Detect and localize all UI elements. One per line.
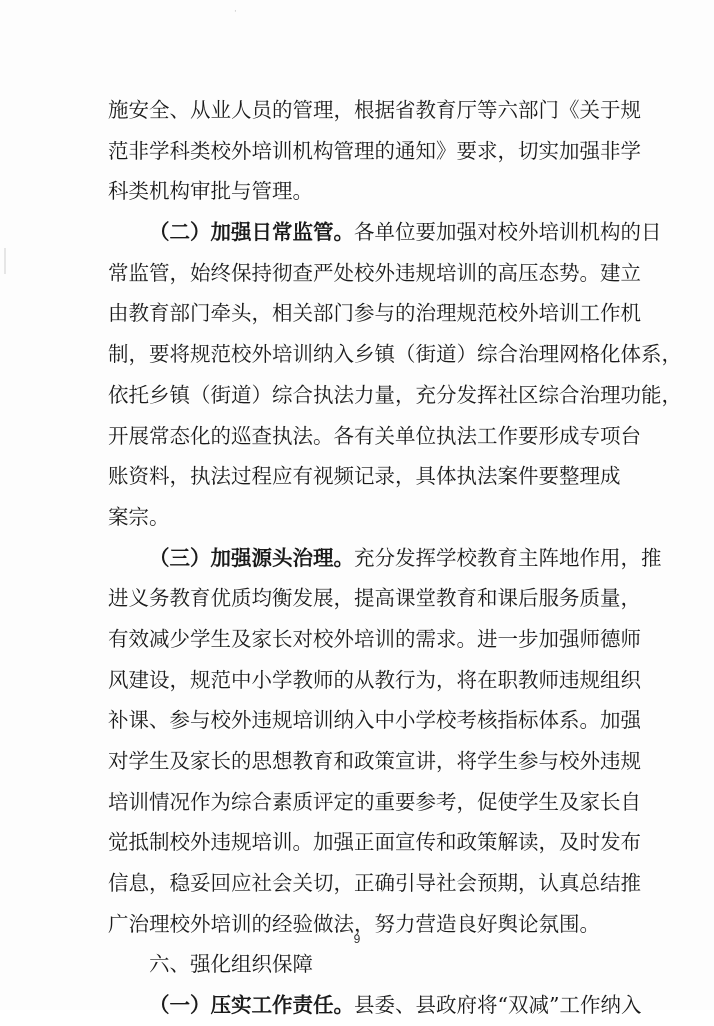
text-line xyxy=(108,253,641,294)
text-line xyxy=(108,497,628,538)
line-text: 各单位要加强对校外培训机构的日 xyxy=(354,220,662,245)
text-line xyxy=(108,416,641,457)
line-text: 进义务教育优质均衡发展，提高课堂教育和课后服务质量， xyxy=(108,586,641,611)
text-line xyxy=(108,985,642,1026)
scan-mark: · xyxy=(234,7,237,17)
text-line xyxy=(108,212,662,253)
text-line xyxy=(108,619,641,660)
text-line xyxy=(108,456,628,497)
text-line xyxy=(108,782,641,823)
text-line xyxy=(108,578,641,619)
text-line xyxy=(108,90,641,131)
line-text: 广治理校外培训的经验做法，努力营造良好舆论氛围。 xyxy=(108,911,600,936)
scan-edge-mark xyxy=(4,248,6,274)
line-text: 县委、县政府将“双减”工作纳入 xyxy=(354,993,642,1018)
line-text: 依托乡镇（街道）综合执法力量，充分发挥社区综合治理功能， xyxy=(108,382,682,407)
section-heading: （三）加强源头治理。 xyxy=(149,545,354,570)
line-text: 培训情况作为综合素质评定的重要参考，促使学生及家长自 xyxy=(108,789,641,814)
line-text: 制，要将规范校外培训纳入乡镇（街道）综合治理网格化体系， xyxy=(108,342,682,367)
text-line xyxy=(108,375,682,416)
text-line xyxy=(108,293,641,334)
text-line xyxy=(108,822,641,863)
section-heading: （二）加强日常监管。 xyxy=(149,220,354,245)
line-text: 开展常态化的巡查执法。各有关单位执法工作要形成专项台 xyxy=(108,423,641,448)
text-line xyxy=(108,538,662,579)
text-line xyxy=(108,171,628,212)
line-text: 补课、参与校外违规培训纳入中小学校考核指标体系。加强 xyxy=(108,708,641,733)
line-text: 范非学科类校外培训机构管理的通知》要求，切实加强非学 xyxy=(108,138,641,163)
line-text: 账资料，执法过程应有视频记录，具体执法案件要整理成 xyxy=(108,464,621,489)
text-line xyxy=(108,334,682,375)
text-line xyxy=(108,700,641,741)
line-text: 科类机构审批与管理。 xyxy=(108,179,313,204)
text-line xyxy=(108,131,641,172)
line-text: 风建设，规范中小学教师的从教行为，将在职教师违规组织 xyxy=(108,667,641,692)
line-text: 充分发挥学校教育主阵地作用，推 xyxy=(354,545,662,570)
text-line xyxy=(108,660,641,701)
line-text: 六、强化组织保障 xyxy=(149,952,313,977)
line-text: 有效减少学生及家长对校外培训的需求。进一步加强师德师 xyxy=(108,626,641,651)
line-text: 施安全、从业人员的管理，根据省教育厅等六部门《关于规 xyxy=(108,98,641,122)
text-line xyxy=(108,741,641,782)
line-text: 觉抵制校外违规培训。加强正面宣传和政策解读，及时发布 xyxy=(108,830,641,855)
line-text: 信息，稳妥回应社会关切，正确引导社会预期，认真总结推 xyxy=(108,871,641,896)
document-body xyxy=(108,90,682,1026)
line-text: 案宗。 xyxy=(108,504,170,529)
text-line xyxy=(108,944,628,985)
section-heading: （一）压实工作责任。 xyxy=(149,993,354,1018)
line-text: 由教育部门牵头，相关部门参与的治理规范校外培训工作机 xyxy=(108,301,641,326)
page-number: 9 xyxy=(353,932,361,946)
line-text: 对学生及家长的思想教育和政策宣讲，将学生参与校外违规 xyxy=(108,749,641,773)
text-line xyxy=(108,863,641,904)
line-text: 常监管，始终保持彻查严处校外违规培训的高压态势。建立 xyxy=(108,260,641,285)
